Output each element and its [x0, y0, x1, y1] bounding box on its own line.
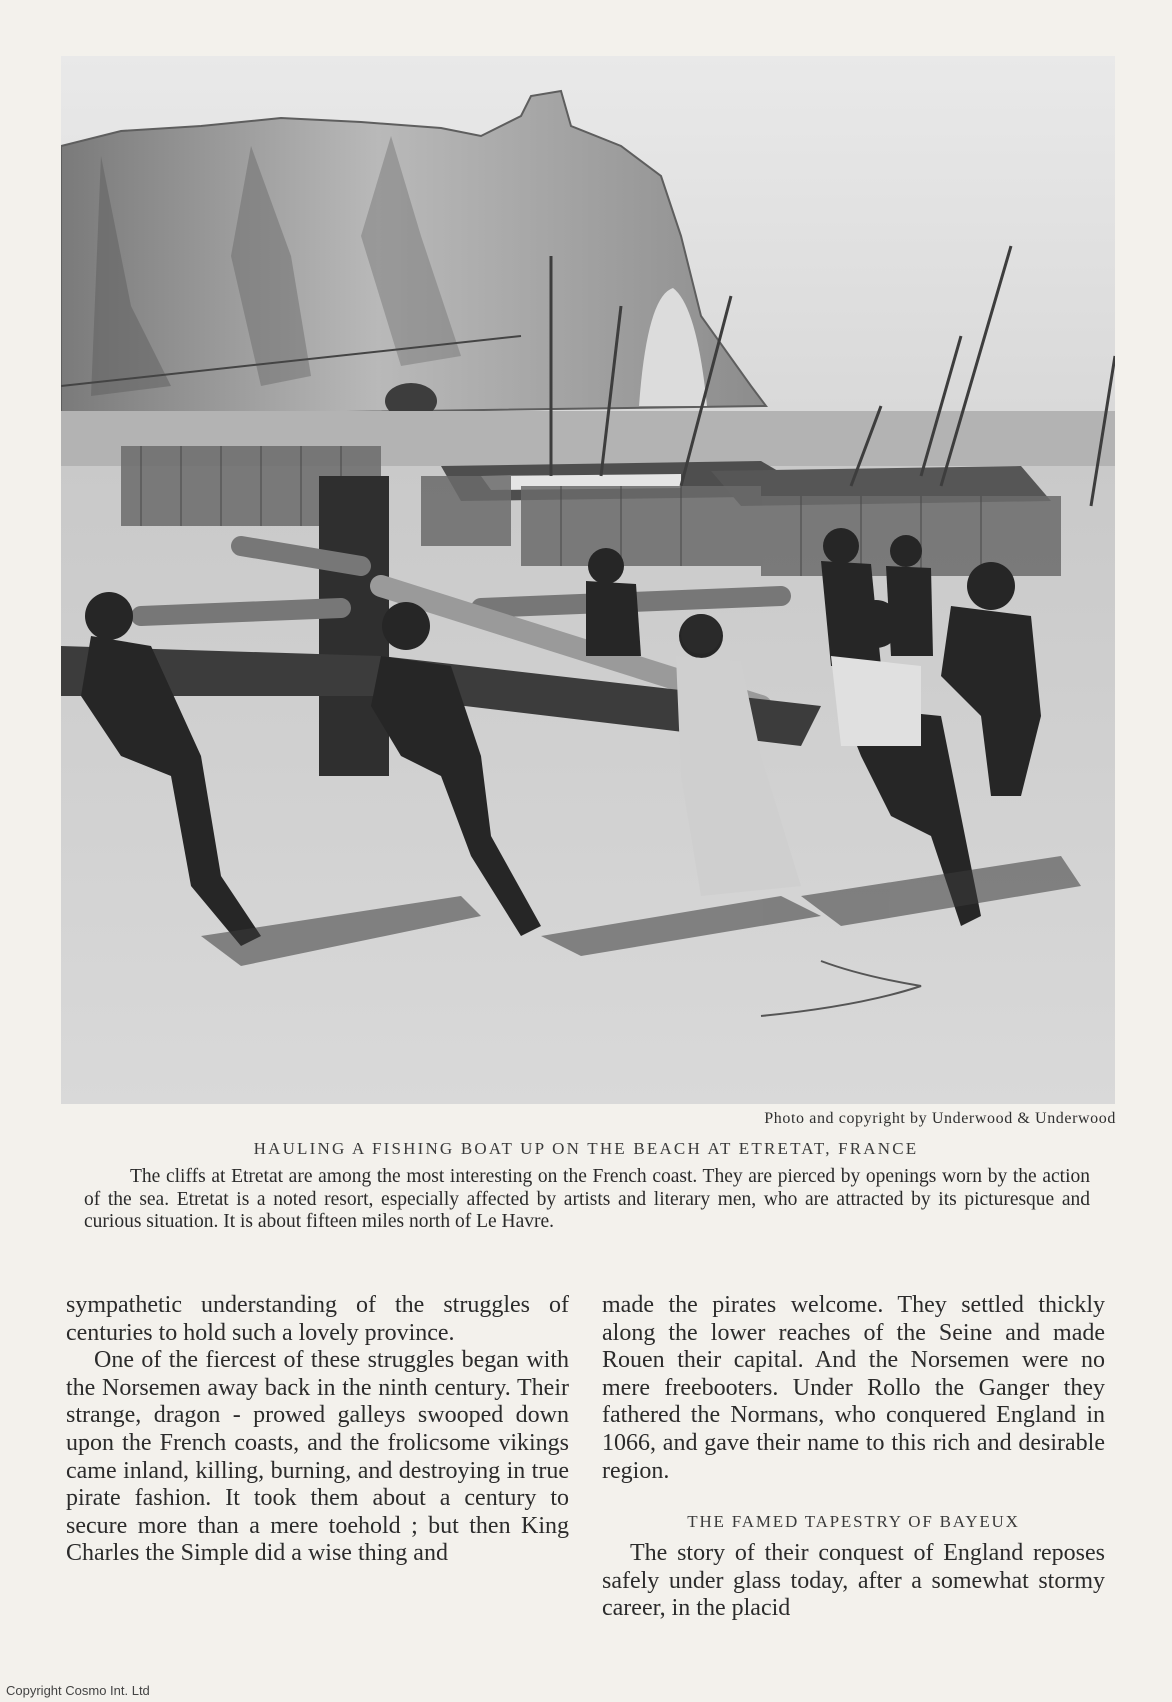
left-column-paragraph: One of the fiercest of these struggles began with the Norsemen away back in the ninth century. Their strange, dragon - prowed galleys swooped down upon the French coasts, and the frolicsome vikings came inland, killing, burning, and destroying in true pirate fashion. It took them about a century to secure more than a mere toehold ; but then King Charles the Simple did a wise thing and [66, 1347, 569, 1567]
copyright-watermark: Copyright Cosmo Int. Ltd [6, 1683, 150, 1698]
article-left-column [66, 1292, 569, 1568]
right-column-paragraph: The story of their conquest of England reposes safely under glass today, after a somewhat stormy career, in the placid [602, 1540, 1105, 1622]
left-column-continuation: sympathetic understanding of the struggles of centuries to hold such a lovely province. [66, 1292, 569, 1346]
caption-title: HAULING A FISHING BOAT UP ON THE BEACH AT ETRETAT, FRANCE [253, 1139, 919, 1158]
photo-credit: Photo and copyright by Underwood & Underwood [764, 1110, 1116, 1127]
right-column-continuation: made the pirates welcome. They settled thickly along the lower reaches of the Seine and made Rouen their capital. And the Norsemen were no mere freebooters. Under Rollo the Ganger they fathered the Normans, who conquered England in 1066, and gave their name to this rich and desirable region. [602, 1292, 1105, 1484]
article-right-column [602, 1292, 1105, 1623]
photo-illustration [61, 56, 1115, 1104]
caption-body: The cliffs at Etretat are among the most interesting on the French coast. They are pierced by openings worn by the action of the sea. Etretat is a noted resort, especially affected by artists and literary men, who are attracted by its picturesque and curious situation. It is about fifteen miles north of Le Havre. [84, 1166, 1090, 1232]
section-subheading: THE FAMED TAPESTRY OF BAYEUX [687, 1512, 1020, 1532]
photograph-fishing-boat-etretat [61, 56, 1115, 1104]
